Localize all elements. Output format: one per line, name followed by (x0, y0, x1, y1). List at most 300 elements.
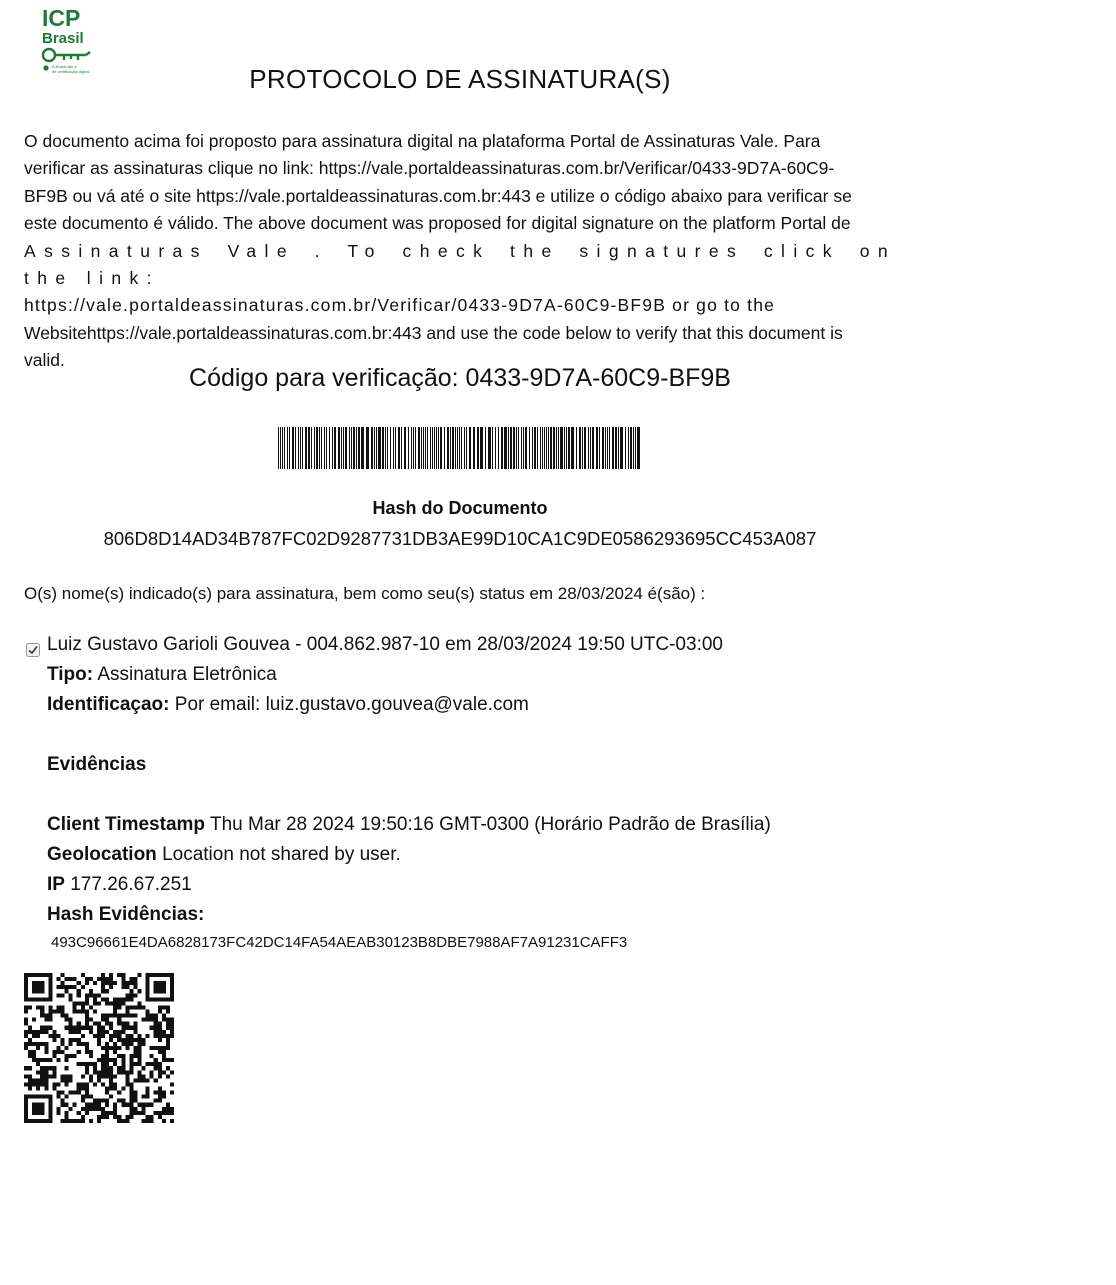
qr-module (65, 1066, 69, 1070)
qr-module (89, 1103, 93, 1107)
key-icon (43, 49, 90, 61)
evidence-hash-value: 493C96661E4DA6828173FC42DC14FA54AEAB30123B8DBE7988AF7A91231CAFF3 (51, 934, 628, 951)
qr-module (105, 1054, 109, 1058)
qr-module (52, 1034, 56, 1038)
qr-module (105, 1042, 109, 1046)
barcode-bar (302, 427, 303, 469)
qr-module (154, 1022, 158, 1026)
qr-module (105, 1066, 109, 1070)
qr-module (121, 1001, 125, 1005)
qr-module (48, 1103, 52, 1107)
qr-module (162, 1095, 166, 1099)
qr-module (105, 977, 109, 981)
qr-module (40, 1070, 44, 1074)
qr-module (32, 1034, 36, 1038)
qr-module (101, 1058, 105, 1062)
qr-module (117, 1046, 121, 1050)
qr-module (142, 1078, 146, 1082)
qr-module (142, 1042, 146, 1046)
barcode-bar (411, 427, 412, 469)
qr-module (93, 1107, 97, 1111)
qr-module (170, 993, 174, 997)
qr-module (146, 973, 150, 977)
qr-module (89, 1095, 93, 1099)
qr-module (36, 985, 40, 989)
barcode-bar (592, 427, 594, 469)
qr-module (28, 1095, 32, 1099)
qr-module (146, 993, 150, 997)
qr-module (32, 973, 36, 977)
qr-module (158, 1030, 162, 1034)
qr-module (146, 1095, 150, 1099)
qr-module (65, 1119, 69, 1123)
qr-module (60, 1103, 64, 1107)
barcode-bar (401, 427, 402, 469)
qr-module (105, 1001, 109, 1005)
barcode-bar (596, 427, 598, 469)
qr-module (40, 1014, 44, 1018)
qr-module (28, 1042, 32, 1046)
qr-module (146, 1034, 150, 1038)
qr-module (138, 1005, 142, 1009)
qr-module (28, 973, 32, 977)
qr-module (77, 1119, 81, 1123)
qr-module (117, 1001, 121, 1005)
qr-module (121, 1099, 125, 1103)
qr-module (97, 1042, 101, 1046)
barcode-bar (588, 427, 589, 469)
barcode-bar (329, 427, 330, 469)
qr-module (150, 1018, 154, 1022)
barcode-bar (625, 427, 626, 469)
qr-module (125, 997, 129, 1001)
barcode-bar (455, 427, 456, 469)
barcode-bar (311, 427, 312, 469)
qr-module (117, 973, 121, 977)
qr-module (40, 1103, 44, 1107)
qr-module (28, 1005, 32, 1009)
barcode-bar (553, 427, 555, 469)
qr-module (48, 1058, 52, 1062)
barcode-bar (513, 427, 515, 469)
qr-module (32, 985, 36, 989)
qr-module (24, 993, 28, 997)
qr-module (28, 1026, 32, 1030)
barcode-bar (434, 427, 435, 469)
barcode-bar (501, 427, 503, 469)
qr-module (48, 997, 52, 1001)
qr-module (117, 1070, 121, 1074)
qr-module (170, 1119, 174, 1123)
qr-module (105, 1115, 109, 1119)
qr-module (77, 1022, 81, 1026)
barcode-bar (550, 427, 552, 469)
qr-module (40, 997, 44, 1001)
qr-module (56, 993, 60, 997)
barcode-bar (516, 427, 517, 469)
qr-module (138, 1001, 142, 1005)
qr-module (93, 1034, 97, 1038)
qr-module (40, 1066, 44, 1070)
qr-module (170, 1091, 174, 1095)
qr-module (85, 1050, 89, 1054)
qr-module (125, 1070, 129, 1074)
qr-module (154, 1099, 158, 1103)
barcode-bar (584, 427, 586, 469)
barcode-bar (305, 427, 307, 469)
barcode-bar (324, 427, 325, 469)
qr-module (154, 1030, 158, 1034)
hash-title: Hash do Documento (372, 498, 548, 518)
qr-module (113, 1014, 117, 1018)
qr-module (146, 981, 150, 985)
qr-module (105, 1070, 109, 1074)
qr-module (105, 1046, 109, 1050)
qr-module (109, 1095, 113, 1099)
barcode-bar (534, 427, 536, 469)
qr-module (36, 1082, 40, 1086)
qr-module (138, 1078, 142, 1082)
ip-address (47, 874, 192, 896)
qr-module (162, 1070, 166, 1074)
qr-module (125, 1026, 129, 1030)
barcode-bar (361, 427, 364, 469)
barcode-bar (633, 427, 634, 469)
qr-module (146, 977, 150, 981)
qr-module (60, 1099, 64, 1103)
qr-module (117, 1005, 121, 1009)
qr-module (101, 1014, 105, 1018)
barcode-bar (464, 427, 465, 469)
qr-module (146, 1091, 150, 1095)
qr-module (105, 1091, 109, 1095)
barcode-bar (326, 427, 327, 469)
qr-module (121, 997, 125, 1001)
barcode-bar (413, 427, 414, 469)
qr-module (93, 1082, 97, 1086)
qr-module (40, 1030, 44, 1034)
qr-module (44, 1070, 48, 1074)
qr-module (65, 1058, 69, 1062)
qr-module (69, 1026, 73, 1030)
qr-module (32, 1095, 36, 1099)
qr-module (36, 1087, 40, 1091)
qr-module (44, 1026, 48, 1030)
qr-module (89, 1062, 93, 1066)
intro-line: BF9B ou vá até o site https://vale.portaldeassinaturas.com.br:443 e utilize o código abaixo para verificar se (24, 185, 852, 206)
qr-module (162, 989, 166, 993)
qr-module (158, 1062, 162, 1066)
barcode-bar (316, 427, 318, 469)
barcode-bar (635, 427, 636, 469)
qr-module (121, 1087, 125, 1091)
qr-module (158, 1087, 162, 1091)
qr-module (133, 1078, 137, 1082)
qr-module (166, 1046, 170, 1050)
qr-module (105, 1014, 109, 1018)
qr-module (32, 1054, 36, 1058)
logo-tagline-2: de certificação digital (52, 69, 90, 74)
intro-line: valid. (24, 350, 65, 371)
qr-module (166, 1074, 170, 1078)
qr-module (89, 1107, 93, 1111)
qr-module (101, 1062, 105, 1066)
qr-module (28, 1082, 32, 1086)
barcode-bar (349, 427, 350, 469)
qr-module (36, 1111, 40, 1115)
qr-module (138, 1070, 142, 1074)
qr-module (85, 1014, 89, 1018)
qr-module (105, 1062, 109, 1066)
barcode-bar (485, 427, 486, 469)
qr-module (40, 1107, 44, 1111)
qr-module (146, 1014, 150, 1018)
qr-module (48, 973, 52, 977)
qr-module (85, 1111, 89, 1115)
qr-module (65, 1103, 69, 1107)
barcode-bar (498, 427, 499, 469)
qr-module (24, 1066, 28, 1070)
qr-module (81, 985, 85, 989)
qr-module (48, 1095, 52, 1099)
qr-module (89, 993, 93, 997)
qr-module (113, 1115, 117, 1119)
qr-module (158, 1026, 162, 1030)
qr-module (113, 1107, 117, 1111)
qr-module (101, 973, 105, 977)
qr-module (133, 1095, 137, 1099)
qr-module (158, 1111, 162, 1115)
qr-module (48, 989, 52, 993)
qr-module (170, 973, 174, 977)
qr-module (73, 1119, 77, 1123)
barcode-bar (510, 427, 512, 469)
qr-module (36, 981, 40, 985)
qr-module (162, 973, 166, 977)
qr-module (133, 1026, 137, 1030)
barcode-bar (378, 427, 381, 469)
qr-module (24, 1107, 28, 1111)
barcode-bar (427, 427, 428, 469)
qr-module (65, 985, 69, 989)
barcode-bar (425, 427, 426, 469)
qr-module (158, 1074, 162, 1078)
qr-module (97, 1103, 101, 1107)
qr-module (150, 1070, 154, 1074)
qr-module (73, 1091, 77, 1095)
qr-module (52, 1054, 56, 1058)
qr-module (166, 1038, 170, 1042)
qr-module (32, 981, 36, 985)
qr-module (77, 1009, 81, 1013)
qr-module (40, 985, 44, 989)
qr-module (93, 1099, 97, 1103)
qr-module (166, 1009, 170, 1013)
barcode-bar (398, 427, 400, 469)
qr-module (85, 1087, 89, 1091)
qr-module (97, 1107, 101, 1111)
qr-module (24, 1111, 28, 1115)
qr-module (170, 985, 174, 989)
qr-module (101, 1018, 105, 1022)
qr-module (105, 989, 109, 993)
qr-module (125, 1046, 129, 1050)
barcode-bar (393, 427, 394, 469)
qr-module (105, 1103, 109, 1107)
qr-module (77, 1087, 81, 1091)
qr-module (170, 1058, 174, 1062)
barcode-bar (390, 427, 391, 469)
qr-module (56, 1046, 60, 1050)
qr-module (121, 1026, 125, 1030)
qr-module (48, 1107, 52, 1111)
qr-module (166, 973, 170, 977)
qr-module (93, 997, 97, 1001)
qr-module (93, 981, 97, 985)
qr-module (56, 1095, 60, 1099)
qr-module (166, 997, 170, 1001)
qr-module (36, 1119, 40, 1123)
qr-module (24, 1095, 28, 1099)
qr-module (81, 1034, 85, 1038)
qr-module (154, 1066, 158, 1070)
qr-module (101, 1099, 105, 1103)
qr-module (65, 1014, 69, 1018)
barcode-bar (298, 427, 299, 469)
qr-module (65, 989, 69, 993)
barcode-bar (620, 427, 623, 469)
qr-module (60, 1038, 64, 1042)
qr-module (85, 993, 89, 997)
qr-module (166, 1103, 170, 1107)
status-line: O(s) nome(s) indicado(s) para assinatura, bem como seu(s) status em 28/03/2024 é(são) : (24, 584, 706, 603)
qr-module (77, 1001, 81, 1005)
qr-module (52, 1074, 56, 1078)
qr-module (32, 1042, 36, 1046)
qr-module (73, 1026, 77, 1030)
qr-module (158, 1066, 162, 1070)
qr-module (150, 1119, 154, 1123)
qr-module (129, 1115, 133, 1119)
qr-module (146, 1062, 150, 1066)
qr-module (28, 1050, 32, 1054)
qr-module (142, 1119, 146, 1123)
qr-module (40, 1095, 44, 1099)
barcode-bar (480, 427, 483, 469)
qr-module (129, 1091, 133, 1095)
qr-module (113, 1074, 117, 1078)
qr-module (154, 981, 158, 985)
barcode-bar (618, 427, 619, 469)
qr-module (133, 1005, 137, 1009)
evidence-hash-label: Hash Evidências: (47, 904, 205, 925)
barcode-bar (537, 427, 538, 469)
qr-module (138, 1034, 142, 1038)
qr-module (69, 1078, 73, 1082)
barcode-bar (371, 427, 373, 469)
qr-module (85, 1103, 89, 1107)
qr-module (138, 1042, 142, 1046)
qr-module (113, 1058, 117, 1062)
qr-module (24, 1099, 28, 1103)
qr-module (85, 1066, 89, 1070)
qr-module (121, 1070, 125, 1074)
qr-module (113, 997, 117, 1001)
qr-module (101, 997, 105, 1001)
qr-module (146, 1087, 150, 1091)
qr-module (142, 1038, 146, 1042)
barcode-bar (590, 427, 591, 469)
identification-label: Identificaçao: (47, 694, 170, 715)
qr-module (81, 1095, 85, 1099)
barcode-bar (300, 427, 301, 469)
qr-module (36, 997, 40, 1001)
qr-module (65, 1026, 69, 1030)
qr-module (158, 973, 162, 977)
qr-module (56, 1005, 60, 1009)
qr-module (28, 1087, 32, 1091)
qr-module (24, 1005, 28, 1009)
qr-module (162, 1107, 166, 1111)
qr-module (166, 1018, 170, 1022)
qr-module (129, 1014, 133, 1018)
qr-module (52, 1070, 56, 1074)
qr-module (28, 1078, 32, 1082)
qr-module (36, 1103, 40, 1107)
verification-code: Código para verificação: 0433-9D7A-60C9-BF9B (189, 364, 731, 392)
qr-module (48, 981, 52, 985)
barcode-bar (495, 427, 496, 469)
qr-module (170, 1018, 174, 1022)
qr-module (154, 989, 158, 993)
qr-module (138, 1062, 142, 1066)
qr-module (162, 1005, 166, 1009)
qr-module (125, 1078, 129, 1082)
qr-module (117, 1030, 121, 1034)
qr-module (28, 1119, 32, 1123)
barcode-bar (566, 427, 567, 469)
qr-module (121, 1103, 125, 1107)
qr-module (129, 1062, 133, 1066)
barcode-bar (444, 427, 445, 469)
qr-module (40, 989, 44, 993)
qr-module (97, 1115, 101, 1119)
barcode-bar (353, 427, 355, 469)
qr-module (93, 993, 97, 997)
qr-module (77, 1038, 81, 1042)
qr-module (129, 1038, 133, 1042)
qr-module (73, 1038, 77, 1042)
qr-module (121, 985, 125, 989)
qr-module (85, 1070, 89, 1074)
qr-module (162, 981, 166, 985)
barcode-bar (385, 427, 386, 469)
qr-module (81, 1005, 85, 1009)
barcode-bar (473, 427, 475, 469)
qr-module (121, 1022, 125, 1026)
qr-module (52, 1038, 56, 1042)
barcode-bar (408, 427, 409, 469)
qr-module (52, 1082, 56, 1086)
qr-module (40, 1082, 44, 1086)
qr-module (133, 1014, 137, 1018)
qr-module (24, 1119, 28, 1123)
intro-line: Assinaturas Vale . To check the signatures click on the link: (24, 240, 896, 289)
qr-module (133, 985, 137, 989)
qr-module (60, 973, 64, 977)
qr-module (89, 1119, 93, 1123)
qr-module (81, 1099, 85, 1103)
